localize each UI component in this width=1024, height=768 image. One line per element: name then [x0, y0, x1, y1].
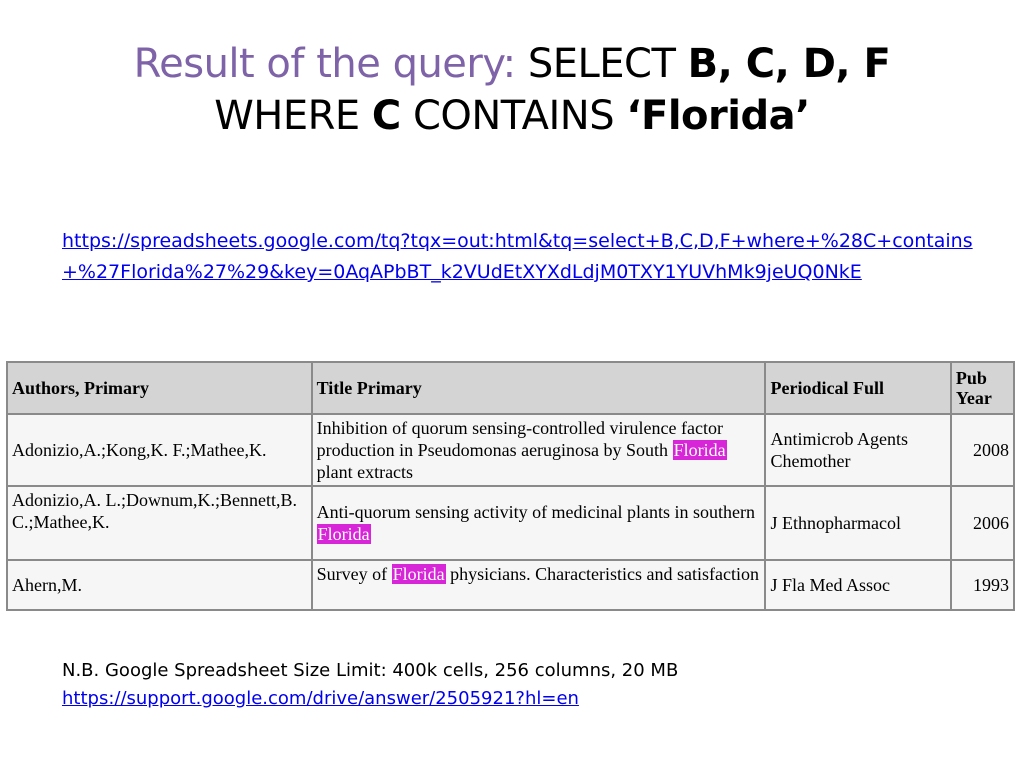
title-cell	[312, 560, 766, 610]
support-link[interactable]: https://support.google.com/drive/answer/2505921?hl=en	[62, 688, 579, 709]
year-cell: 2008	[951, 414, 1014, 486]
size-limit-text: N.B. Google Spreadsheet Size Limit: 400k cells, 256 columns, 20 MB	[62, 660, 679, 681]
query-url-link[interactable]: https://spreadsheets.google.com/tq?tqx=out:html&tq=select+B,C,D,F+where+%28C+contains+%27Florida%27%29&key=0AqAPbBT_k2VUdEtXYXdLdjM0TXY1YUVhMk9jeUQ0NkE	[62, 230, 973, 283]
title-contains-keyword: CONTAINS	[400, 93, 627, 139]
year-cell: 1993	[951, 560, 1014, 610]
table-row	[7, 414, 1014, 486]
column-header-title: Title Primary	[312, 362, 766, 414]
periodical-cell: Antimicrob Agents Chemother	[765, 414, 950, 486]
title-contains-value: ‘Florida’	[626, 93, 810, 139]
title-text: Survey of	[316, 564, 392, 584]
search-highlight: Florida	[392, 564, 445, 584]
title-where-column: C	[371, 93, 401, 139]
size-limit-note	[62, 657, 962, 713]
column-header-periodical: Periodical Full	[765, 362, 950, 414]
periodical-cell: J Ethnopharmacol	[765, 486, 950, 560]
table-row	[7, 486, 1014, 560]
result-table-container	[6, 361, 1015, 611]
table-row	[7, 560, 1014, 610]
table-header-row	[7, 362, 1014, 414]
search-highlight: Florida	[673, 440, 726, 460]
author-cell: Adonizio,A.;Kong,K. F.;Mathee,K.	[7, 414, 312, 486]
title-text: plant extracts	[316, 462, 414, 482]
title-cell	[312, 486, 766, 560]
title-select-keyword: SELECT	[515, 41, 688, 87]
title-lead: Result of the query:	[133, 41, 516, 87]
title-select-columns: B, C, D, F	[687, 41, 891, 87]
slide-title	[40, 38, 984, 142]
title-text: physicians. Characteristics and satisfaction	[445, 564, 760, 584]
title-cell	[312, 414, 766, 486]
author-cell: Ahern,M.	[7, 560, 312, 610]
column-header-pub-year: Pub Year	[951, 362, 1014, 414]
title-text: Inhibition of quorum sensing-controlled virulence factor production in Pseudomonas aeruginosa by South	[316, 418, 723, 460]
author-cell: Adonizio,A. L.;Downum,K.;Bennett,B. C.;Mathee,K.	[7, 486, 312, 560]
year-cell: 2006	[951, 486, 1014, 560]
periodical-cell: J Fla Med Assoc	[765, 560, 950, 610]
title-where-keyword: WHERE	[214, 93, 372, 139]
column-header-authors: Authors, Primary	[7, 362, 312, 414]
search-highlight: Florida	[317, 524, 370, 544]
result-table	[6, 361, 1015, 611]
title-text: Anti-quorum sensing activity of medicinal plants in southern	[316, 502, 756, 522]
